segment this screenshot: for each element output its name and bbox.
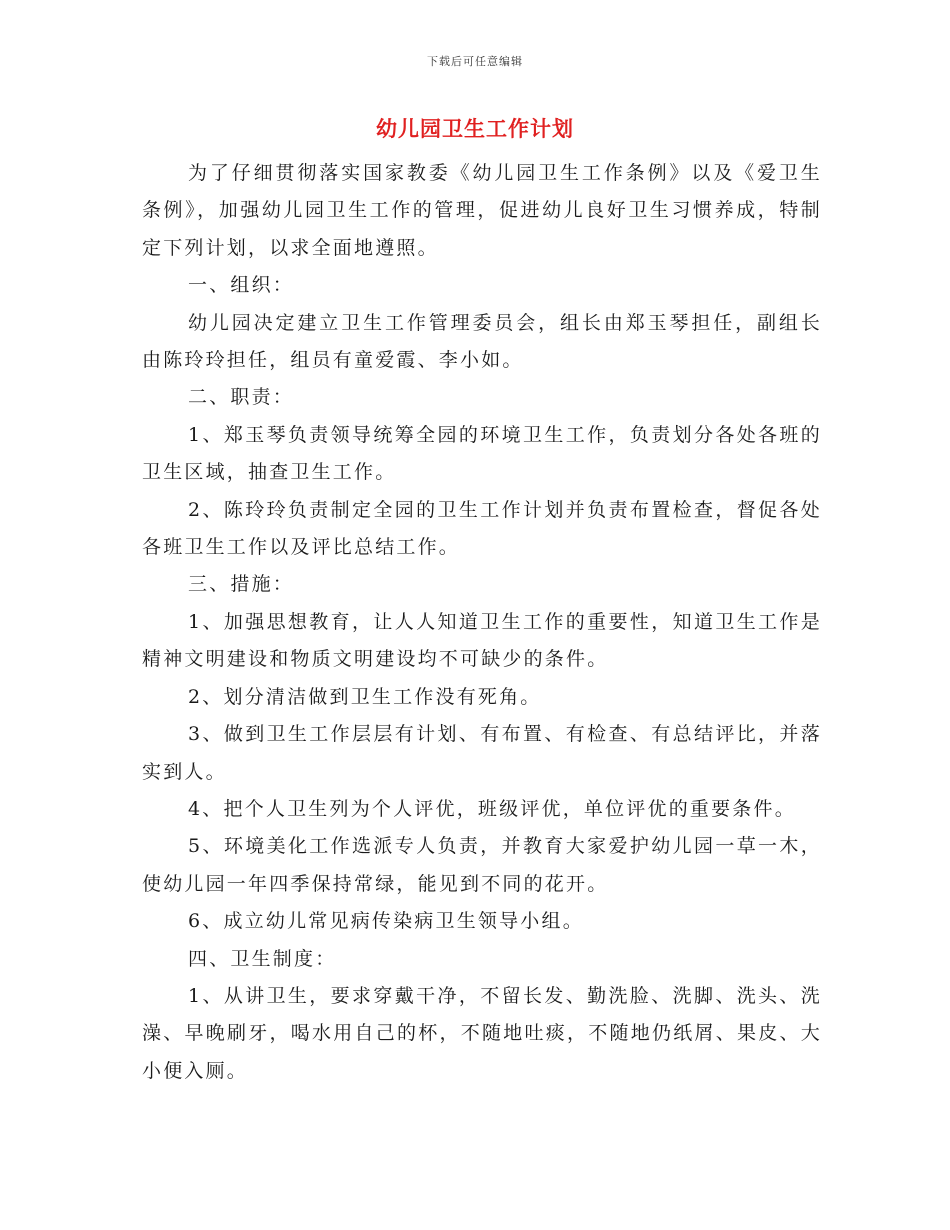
paragraph-measure-1: 1、加强思想教育，让人人知道卫生工作的重要性，知道卫生工作是精神文明建设和物质文明建设均不可缺少的条件。 <box>142 610 822 671</box>
paragraph-duty-1: 1、郑玉琴负责领导统筹全园的环境卫生工作，负责划分各处各班的卫生区域，抽查卫生工作。 <box>142 423 822 484</box>
paragraph-measure-4: 4、把个人卫生列为个人评优，班级评优，单位评优的重要条件。 <box>188 797 796 820</box>
section-heading-duties: 二、职责： <box>188 386 295 409</box>
document-title: 幼儿园卫生工作计划 <box>376 116 574 141</box>
paragraph-duty-2: 2、陈玲玲负责制定全园的卫生工作计划并负责布置检查，督促各处各班卫生工作以及评比总结工作。 <box>142 498 822 559</box>
section-heading-rules: 四、卫生制度： <box>188 947 337 970</box>
paragraph-intro: 为了仔细贯彻落实国家教委《幼儿园卫生工作条例》以及《爱卫生条例》，加强幼儿园卫生工作的管理，促进幼儿良好卫生习惯养成，特制定下列计划，以求全面地遵照。 <box>142 162 822 259</box>
section-heading-organization: 一、组织： <box>188 274 295 297</box>
paragraph-measure-3: 3、做到卫生工作层层有计划、有布置、有检查、有总结评比，并落实到人。 <box>142 723 822 783</box>
paragraph-measure-2: 2、划分清洁做到卫生工作没有死角。 <box>188 685 542 708</box>
paragraph-organization: 幼儿园决定建立卫生工作管理委员会，组长由郑玉琴担任，副组长由陈玲玲担任，组员有童爱霞、李小如。 <box>142 311 822 372</box>
section-heading-measures: 三、措施： <box>188 573 295 596</box>
paragraph-measure-6: 6、成立幼儿常见病传染病卫生领导小组。 <box>188 910 584 933</box>
document-body <box>142 155 822 1090</box>
paragraph-measure-5: 5、环境美化工作选派专人负责，并教育大家爱护幼儿园一草一木，使幼儿园一年四季保持常绿，能见到不同的花开。 <box>142 835 822 895</box>
paragraph-rule-1: 1、从讲卫生，要求穿戴干净，不留长发、勤洗脸、洗脚、洗头、洗澡、早晚刷牙，喝水用自己的杯，不随地吐痰，不随地仍纸屑、果皮、大小便入厕。 <box>142 984 822 1082</box>
header-note: 下载后可任意编辑 <box>427 55 523 68</box>
